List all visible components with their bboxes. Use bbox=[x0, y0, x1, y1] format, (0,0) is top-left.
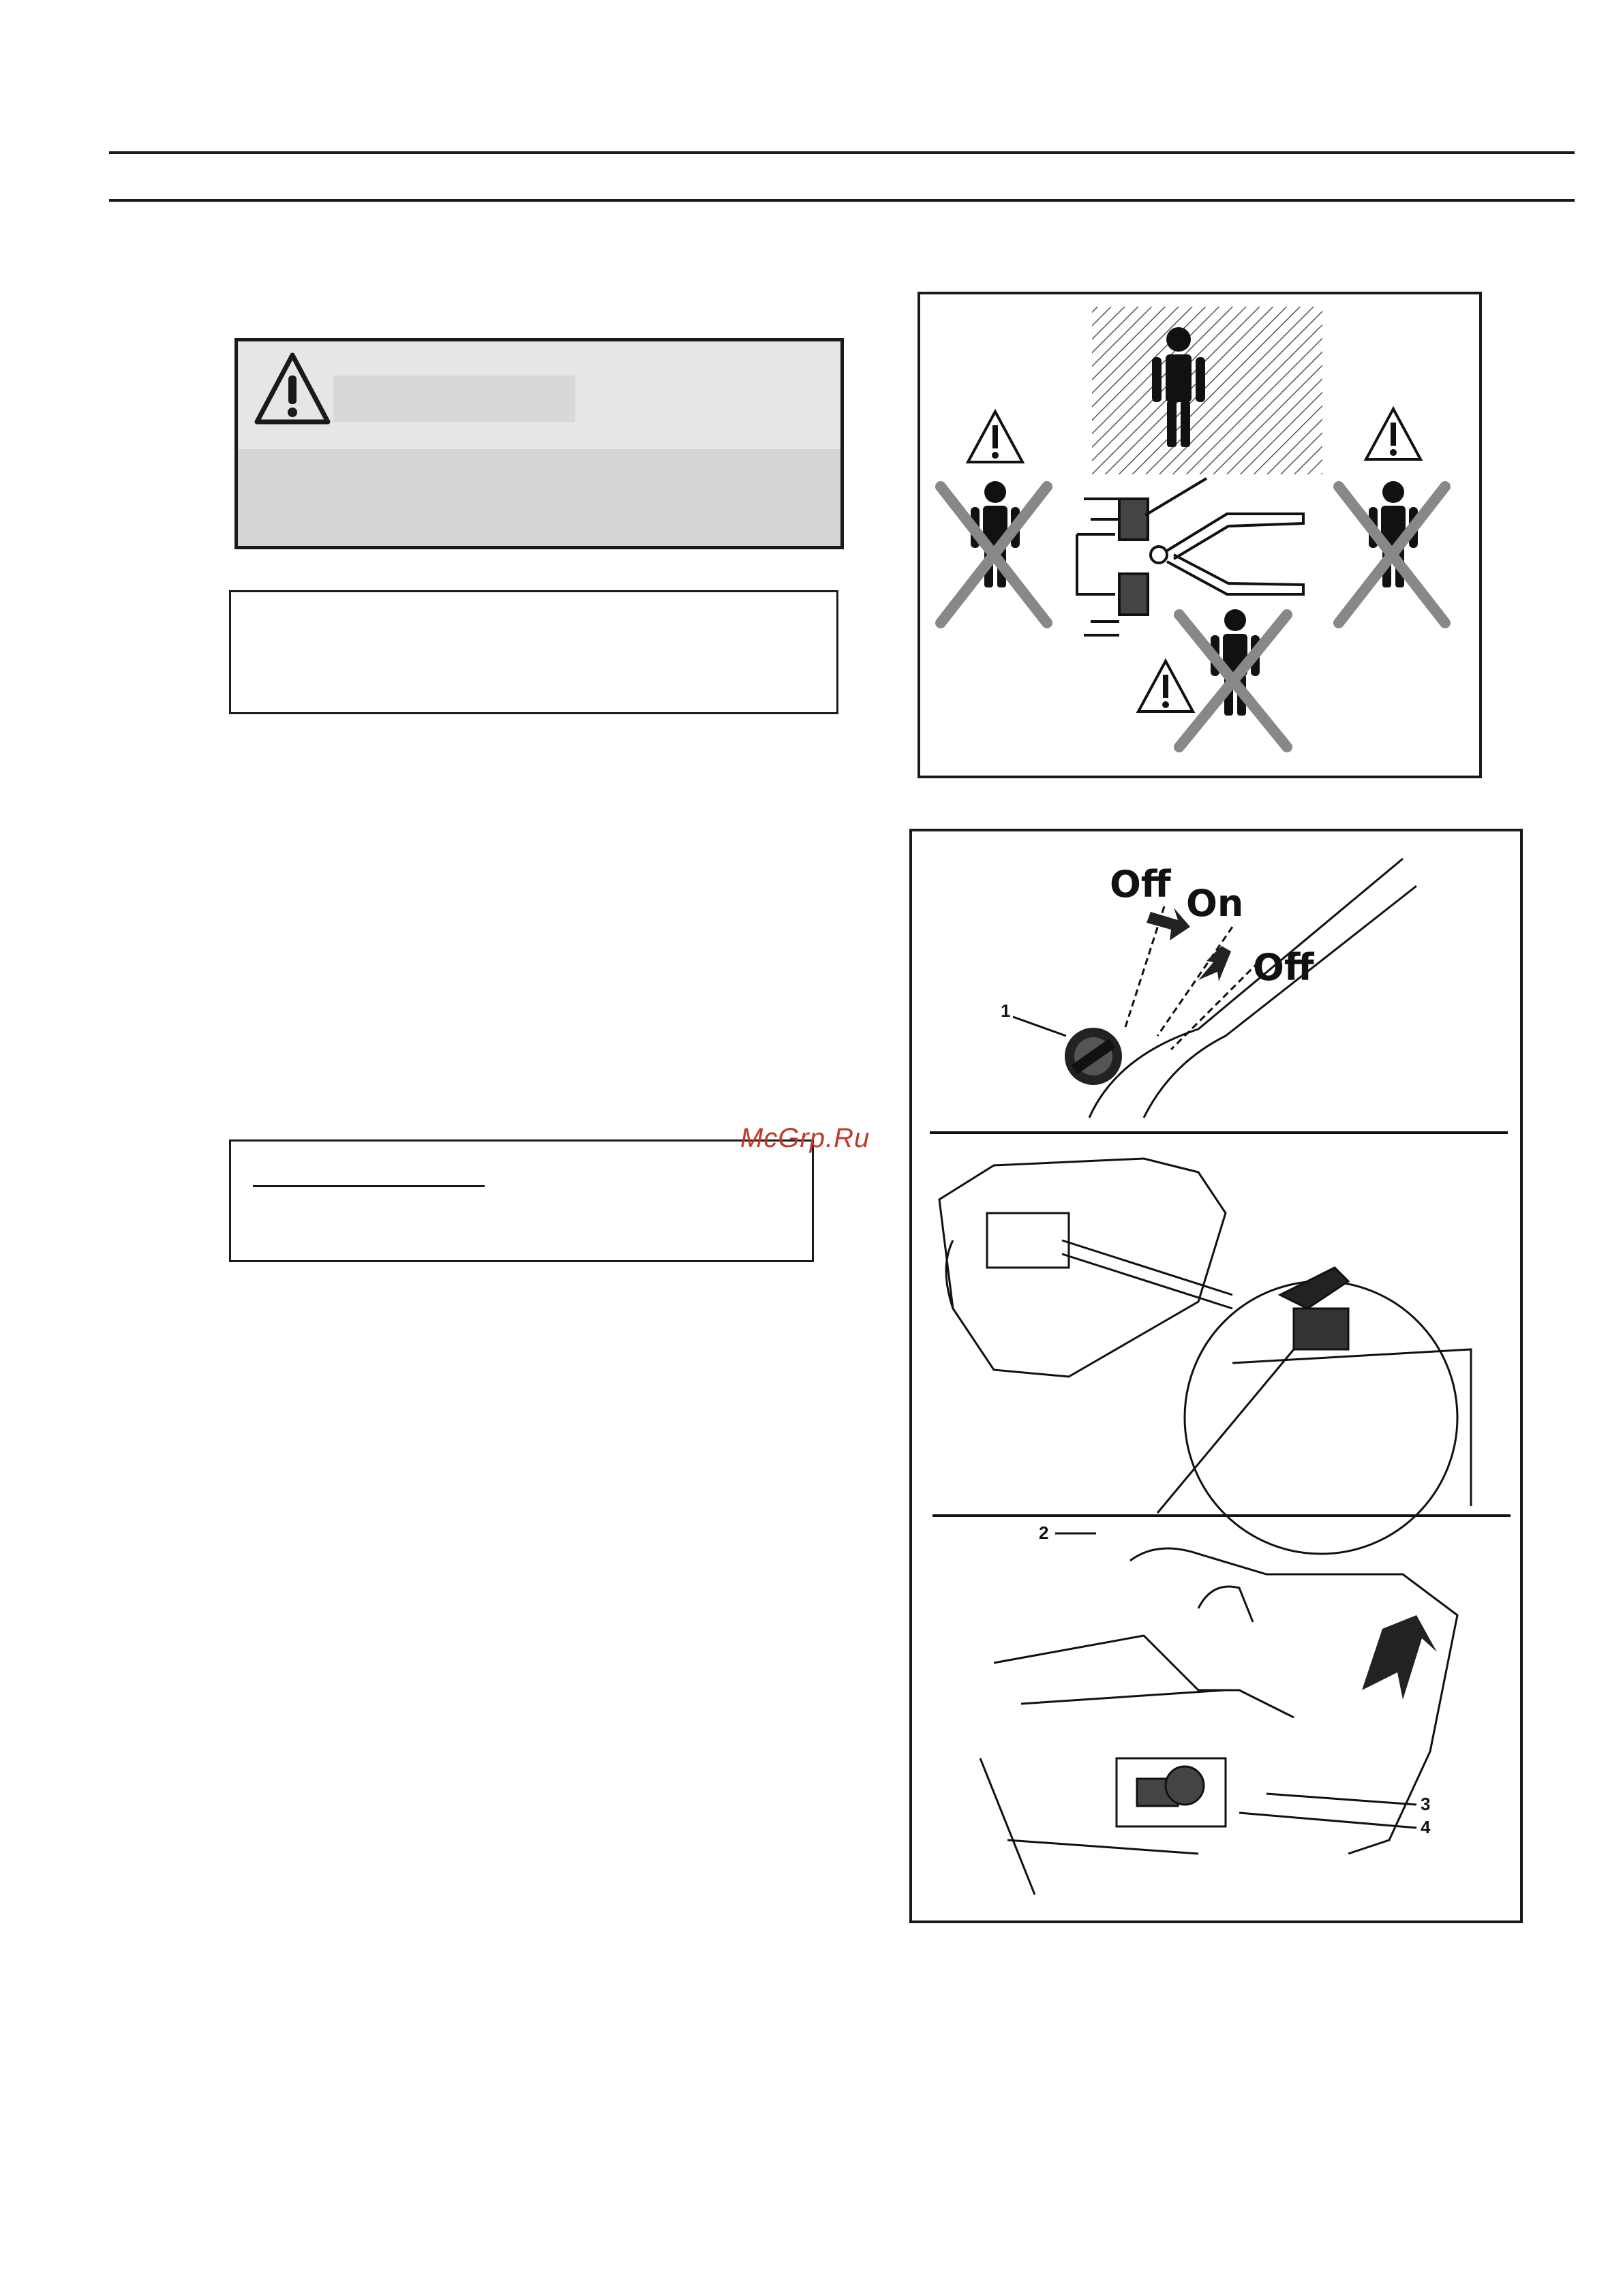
callout-4: 4 bbox=[1421, 1817, 1431, 1837]
note-box-1 bbox=[229, 590, 838, 714]
engine-drawing bbox=[939, 1159, 1471, 1554]
watermark-text: McGrp.Ru bbox=[740, 1123, 870, 1153]
safety-zone-drawing bbox=[920, 294, 1485, 781]
warning-triangle-icon bbox=[253, 351, 332, 426]
figure-ignition-steps bbox=[909, 829, 1523, 1923]
warning-title-bar bbox=[333, 376, 575, 422]
ignition-knob-icon bbox=[1065, 1028, 1122, 1085]
cross-mark-icon bbox=[941, 487, 1445, 747]
switch-label-off-top: Off bbox=[1110, 863, 1171, 906]
arrow-on-icon bbox=[1147, 908, 1190, 940]
ignition-steps-drawing bbox=[912, 831, 1526, 1926]
arrow-off-icon bbox=[1198, 946, 1231, 981]
callout-1: 1 bbox=[1001, 1000, 1011, 1021]
operator-zone-hatch bbox=[1092, 307, 1322, 474]
primer-hand-drawing bbox=[980, 1548, 1457, 1895]
switch-label-off-right: Off bbox=[1253, 946, 1314, 989]
callout-3: 3 bbox=[1421, 1794, 1431, 1814]
arrow-press-icon bbox=[1362, 1615, 1437, 1700]
warning-box bbox=[234, 338, 844, 549]
header-rule-bottom bbox=[109, 199, 1575, 202]
callout-2: 2 bbox=[1039, 1522, 1049, 1543]
note-heading-underline bbox=[253, 1185, 485, 1187]
header-rule-top bbox=[109, 151, 1575, 154]
switch-label-on: On bbox=[1186, 882, 1244, 925]
note-box-2 bbox=[229, 1139, 814, 1262]
machine-drawing bbox=[1077, 478, 1303, 635]
warning-box-body bbox=[238, 449, 840, 546]
figure-safety-zone bbox=[917, 292, 1482, 778]
